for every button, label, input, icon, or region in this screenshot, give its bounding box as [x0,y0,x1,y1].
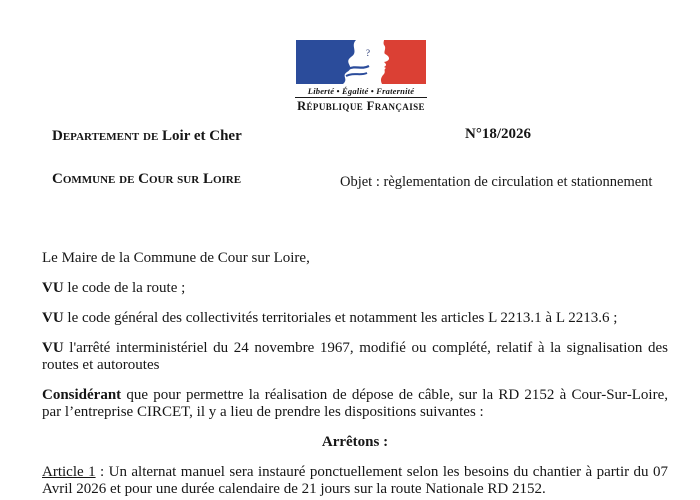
document-number: N°18/2026 [465,126,531,142]
article1-paragraph [42,464,668,498]
objet-line: Objet : règlementation de circulation et stationnement [340,174,653,190]
vu2-lead: VU [42,310,64,326]
vu2-text: le code général des collectivités territoriales et notamment les articles L 2213.1 à L 2213.6 ; [63,310,618,326]
document-body [42,250,668,500]
commune-line: Commune de Cour sur Loire [52,171,242,187]
department-line [52,128,242,145]
vu3-lead: VU [42,340,64,356]
vu1-lead: VU [42,280,64,296]
logo-motto: Liberté • Égalité • Fraternité [295,84,427,98]
marianne-flag-icon [296,40,426,84]
vu1-text: le code de la route ; [63,280,186,296]
considerant-lead: Considérant [42,387,122,403]
vu3-text: l'arrêté interministériel du 24 novembre 1967, modifié ou complété, relatif à la signalisation des routes et autoroutes [42,340,668,373]
french-republic-logo [295,40,427,114]
considerant-paragraph [42,387,668,421]
article1-text: : Un alternat manuel sera instauré ponctuellement selon les besoins du chantier à partir du 07 Avril 2026 et pour une durée calendaire de 21 jours sur la route Nationale RD 2152. [42,464,668,497]
department-label: Departement de [52,128,159,144]
arretons-heading: Arrêtons : [321,434,389,450]
vu-paragraph-2 [42,310,668,327]
logo-republic-name: République Française [297,99,425,113]
hair-curl-glyph: ? [366,48,370,58]
article1-lead: Article 1 [42,464,96,480]
considerant-text: que pour permettre la réalisation de dépose de câble, sur la RD 2152 à Cour-Sur-Loire, par l’entreprise CIRCET, il y a lieu de prendre les dispositions suivantes : [42,387,668,420]
vu-paragraph-3 [42,340,668,374]
intro-paragraph: Le Maire de la Commune de Cour sur Loire, [42,250,310,266]
department-name: Loir et Cher [162,128,242,144]
vu-paragraph-1 [42,280,668,297]
